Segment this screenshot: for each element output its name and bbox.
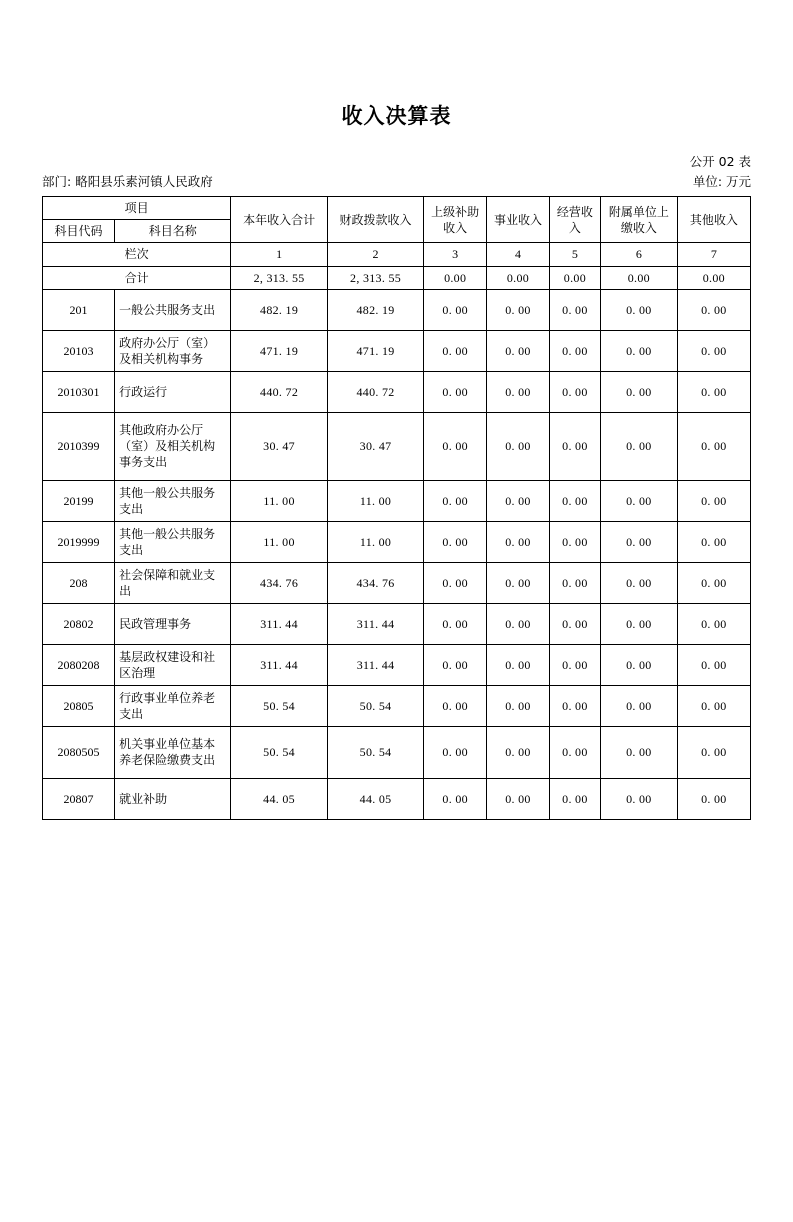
column-number-1: 1 <box>231 243 327 266</box>
row-value-6: 0. 00 <box>600 644 677 685</box>
row-value-3: 0. 00 <box>424 726 487 778</box>
row-value-3: 0. 00 <box>424 521 487 562</box>
table-row <box>43 685 751 726</box>
department-line <box>42 172 213 190</box>
row-code: 20103 <box>43 330 115 371</box>
row-value-3: 0. 00 <box>424 778 487 819</box>
row-value-1: 11. 00 <box>231 521 327 562</box>
header-business-income: 事业收入 <box>487 197 550 243</box>
row-value-6: 0. 00 <box>600 521 677 562</box>
row-value-3: 0. 00 <box>424 603 487 644</box>
row-value-7: 0. 00 <box>677 644 750 685</box>
table-row <box>43 562 751 603</box>
total-label: 合计 <box>43 266 231 289</box>
column-number-6: 6 <box>600 243 677 266</box>
row-name: 行政事业单位养老支出 <box>115 685 231 726</box>
column-number-4: 4 <box>487 243 550 266</box>
row-value-4: 0. 00 <box>487 521 550 562</box>
row-code: 20807 <box>43 778 115 819</box>
row-name: 就业补助 <box>115 778 231 819</box>
row-value-1: 311. 44 <box>231 603 327 644</box>
row-value-4: 0. 00 <box>487 726 550 778</box>
table-row <box>43 330 751 371</box>
row-value-7: 0. 00 <box>677 603 750 644</box>
column-row-label: 栏次 <box>43 243 231 266</box>
row-value-1: 50. 54 <box>231 726 327 778</box>
row-value-3: 0. 00 <box>424 562 487 603</box>
row-value-7: 0. 00 <box>677 412 750 480</box>
row-value-4: 0. 00 <box>487 603 550 644</box>
row-value-7: 0. 00 <box>677 371 750 412</box>
page-title: 收入决算表 <box>341 104 452 128</box>
row-value-5: 0. 00 <box>549 685 600 726</box>
row-name: 其他政府办公厅（室）及相关机构事务支出 <box>115 412 231 480</box>
row-value-1: 11. 00 <box>231 480 327 521</box>
total-value-5: 0.00 <box>549 266 600 289</box>
row-value-7: 0. 00 <box>677 778 750 819</box>
row-value-2: 50. 54 <box>327 726 423 778</box>
row-value-5: 0. 00 <box>549 521 600 562</box>
column-number-5: 5 <box>549 243 600 266</box>
row-value-5: 0. 00 <box>549 603 600 644</box>
table-row <box>43 289 751 330</box>
form-number-label: 公开 02 表 <box>689 154 751 169</box>
row-value-6: 0. 00 <box>600 289 677 330</box>
row-code: 2080208 <box>43 644 115 685</box>
row-value-4: 0. 00 <box>487 685 550 726</box>
header-fiscal-appropriation: 财政拨款收入 <box>327 197 423 243</box>
row-value-7: 0. 00 <box>677 521 750 562</box>
table-row <box>43 480 751 521</box>
row-value-4: 0. 00 <box>487 562 550 603</box>
row-value-1: 482. 19 <box>231 289 327 330</box>
row-value-5: 0. 00 <box>549 330 600 371</box>
row-value-1: 440. 72 <box>231 371 327 412</box>
row-value-4: 0. 00 <box>487 480 550 521</box>
total-row <box>43 266 751 289</box>
table-row <box>43 778 751 819</box>
table-row <box>43 603 751 644</box>
row-value-3: 0. 00 <box>424 644 487 685</box>
row-value-7: 0. 00 <box>677 289 750 330</box>
row-value-2: 50. 54 <box>327 685 423 726</box>
unit-label: 单位: 万元 <box>692 174 751 189</box>
row-value-6: 0. 00 <box>600 371 677 412</box>
row-code: 2010301 <box>43 371 115 412</box>
row-value-2: 311. 44 <box>327 644 423 685</box>
row-value-2: 471. 19 <box>327 330 423 371</box>
row-value-6: 0. 00 <box>600 726 677 778</box>
row-value-2: 30. 47 <box>327 412 423 480</box>
row-name: 社会保障和就业支出 <box>115 562 231 603</box>
row-value-7: 0. 00 <box>677 685 750 726</box>
row-value-4: 0. 00 <box>487 778 550 819</box>
row-value-4: 0. 00 <box>487 289 550 330</box>
row-code: 2080505 <box>43 726 115 778</box>
column-number-row <box>43 243 751 266</box>
row-name: 基层政权建设和社区治理 <box>115 644 231 685</box>
table-row <box>43 726 751 778</box>
row-value-6: 0. 00 <box>600 412 677 480</box>
row-value-5: 0. 00 <box>549 726 600 778</box>
row-value-2: 311. 44 <box>327 603 423 644</box>
row-code: 201 <box>43 289 115 330</box>
row-value-3: 0. 00 <box>424 685 487 726</box>
row-code: 20199 <box>43 480 115 521</box>
row-value-6: 0. 00 <box>600 562 677 603</box>
row-value-5: 0. 00 <box>549 562 600 603</box>
row-value-4: 0. 00 <box>487 412 550 480</box>
column-number-3: 3 <box>424 243 487 266</box>
row-value-4: 0. 00 <box>487 644 550 685</box>
table-row <box>43 371 751 412</box>
row-value-7: 0. 00 <box>677 726 750 778</box>
header-other-income: 其他收入 <box>677 197 750 243</box>
row-value-1: 44. 05 <box>231 778 327 819</box>
row-value-3: 0. 00 <box>424 371 487 412</box>
row-code: 2019999 <box>43 521 115 562</box>
table-row <box>43 412 751 480</box>
header-current-year-total: 本年收入合计 <box>231 197 327 243</box>
row-value-3: 0. 00 <box>424 330 487 371</box>
document-page <box>0 100 793 1222</box>
header-group-project: 项目 <box>43 197 231 220</box>
header-superior-subsidy: 上级补助收入 <box>424 197 487 243</box>
row-value-1: 311. 44 <box>231 644 327 685</box>
table-row <box>43 644 751 685</box>
table-header-row-1 <box>43 197 751 220</box>
row-value-6: 0. 00 <box>600 330 677 371</box>
row-value-4: 0. 00 <box>487 330 550 371</box>
total-value-2: 2, 313. 55 <box>327 266 423 289</box>
row-value-5: 0. 00 <box>549 480 600 521</box>
column-number-2: 2 <box>327 243 423 266</box>
row-name: 一般公共服务支出 <box>115 289 231 330</box>
total-value-4: 0.00 <box>487 266 550 289</box>
column-number-7: 7 <box>677 243 750 266</box>
row-code: 20805 <box>43 685 115 726</box>
row-value-5: 0. 00 <box>549 371 600 412</box>
header-operating-income: 经营收入 <box>549 197 600 243</box>
row-value-7: 0. 00 <box>677 480 750 521</box>
row-name: 民政管理事务 <box>115 603 231 644</box>
row-value-1: 50. 54 <box>231 685 327 726</box>
row-value-5: 0. 00 <box>549 778 600 819</box>
row-value-2: 11. 00 <box>327 521 423 562</box>
total-value-6: 0.00 <box>600 266 677 289</box>
row-name: 行政运行 <box>115 371 231 412</box>
row-value-1: 471. 19 <box>231 330 327 371</box>
row-value-6: 0. 00 <box>600 778 677 819</box>
row-value-5: 0. 00 <box>549 644 600 685</box>
row-value-2: 482. 19 <box>327 289 423 330</box>
row-name: 政府办公厅（室）及相关机构事务 <box>115 330 231 371</box>
row-value-6: 0. 00 <box>600 480 677 521</box>
row-value-2: 11. 00 <box>327 480 423 521</box>
row-value-7: 0. 00 <box>677 562 750 603</box>
row-value-3: 0. 00 <box>424 480 487 521</box>
total-value-3: 0.00 <box>424 266 487 289</box>
row-value-6: 0. 00 <box>600 603 677 644</box>
header-subject-code: 科目代码 <box>43 220 115 243</box>
total-value-1: 2, 313. 55 <box>231 266 327 289</box>
row-value-6: 0. 00 <box>600 685 677 726</box>
row-value-5: 0. 00 <box>549 412 600 480</box>
row-value-1: 30. 47 <box>231 412 327 480</box>
row-name: 其他一般公共服务支出 <box>115 480 231 521</box>
revenue-final-accounts-table <box>42 196 751 820</box>
header-subject-name: 科目名称 <box>115 220 231 243</box>
meta-row <box>42 172 751 190</box>
row-value-3: 0. 00 <box>424 412 487 480</box>
row-value-3: 0. 00 <box>424 289 487 330</box>
table-row <box>43 521 751 562</box>
row-value-7: 0. 00 <box>677 330 750 371</box>
total-value-7: 0.00 <box>677 266 750 289</box>
row-value-4: 0. 00 <box>487 371 550 412</box>
row-value-5: 0. 00 <box>549 289 600 330</box>
row-code: 2010399 <box>43 412 115 480</box>
row-value-2: 440. 72 <box>327 371 423 412</box>
department-name: 略阳县乐素河镇人民政府 <box>75 174 213 189</box>
department-label: 部门: <box>42 174 72 189</box>
row-name: 其他一般公共服务支出 <box>115 521 231 562</box>
row-code: 208 <box>43 562 115 603</box>
row-value-2: 434. 76 <box>327 562 423 603</box>
row-value-2: 44. 05 <box>327 778 423 819</box>
row-value-1: 434. 76 <box>231 562 327 603</box>
row-name: 机关事业单位基本养老保险缴费支出 <box>115 726 231 778</box>
header-subordinate-units-payment: 附属单位上缴收入 <box>600 197 677 243</box>
row-code: 20802 <box>43 603 115 644</box>
